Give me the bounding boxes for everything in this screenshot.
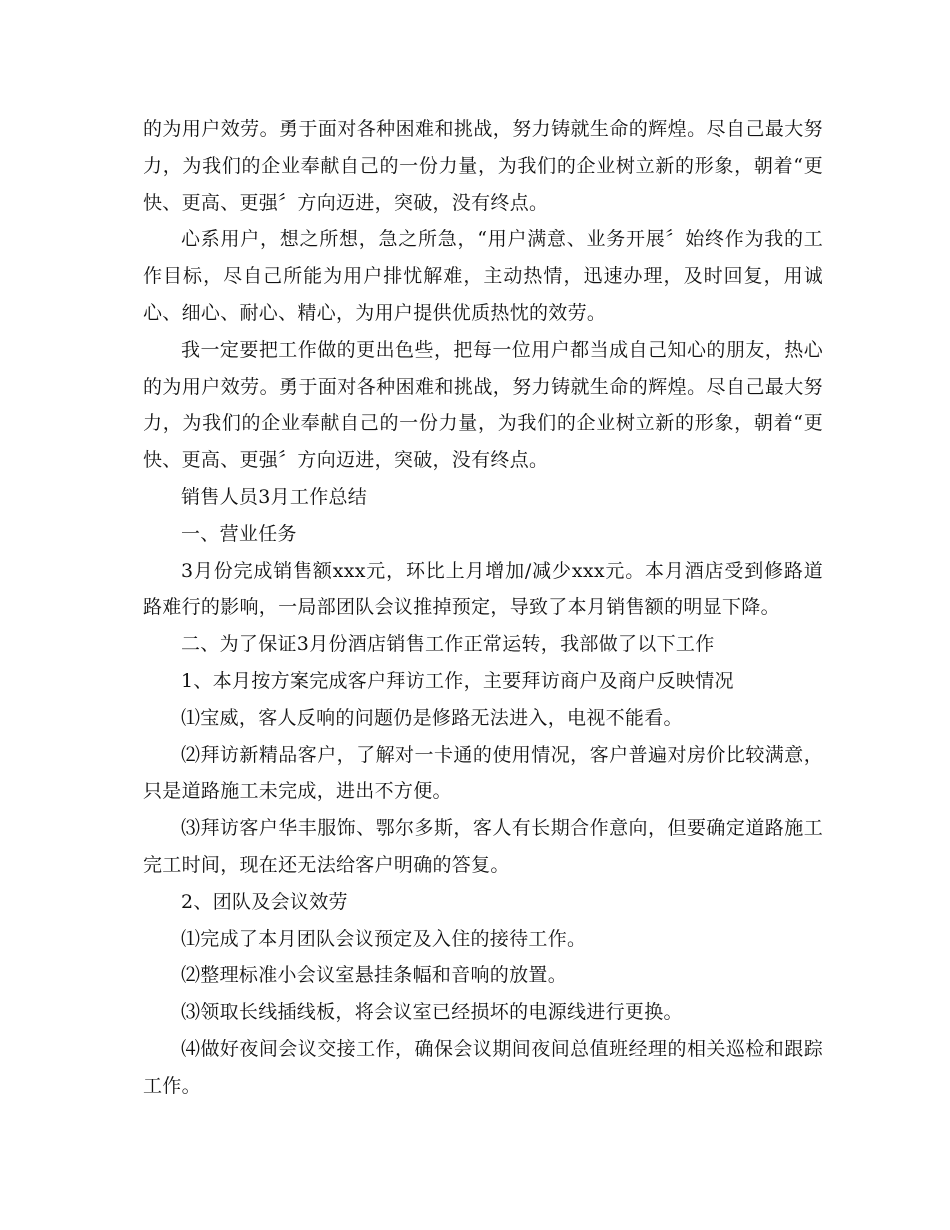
list-item-visit-3: ⑶拜访客户华丰服饰、鄂尔多斯，客人有长期合作意向，但要确定道路施工完工时间，现在还无法给客户明确的答复。 xyxy=(143,817,823,876)
section-title: 销售人员3月工作总结 xyxy=(181,485,368,508)
list-item-meeting-2: ⑵整理标准小会议室悬挂条幅和音响的放置。 xyxy=(181,964,568,987)
paragraph-user-service: 心系用户，想之所想，急之所急，“用户满意、业务开展〞始终作为我的工作目标，尽自己所能为用户排忧解难，主动热情，迅速办理，及时回复，用诚心、细心、耐心、精心，为用户提供优质热忱的效劳。 xyxy=(143,228,823,324)
document-body xyxy=(143,111,823,1105)
list-item-visit-2: ⑵拜访新精品客户，了解对一卡通的使用情况，客户普遍对房价比较满意，只是道路施工未完成，进出不方便。 xyxy=(143,743,823,803)
paragraph-commitment: 我一定要把工作做的更出色些，把每一位用户都当成自己知心的朋友，热心的为用户效劳。勇于面对各种困难和挑战，努力铸就生命的辉煌。尽自己最大努力，为我们的企业奉献自己的一份力量，为我们的企业树立新的形象，朝着“更快、更高、更强〞方向迈进，突破，没有终点。 xyxy=(143,338,823,472)
section-heading-work-done: 二、为了保证3月份酒店销售工作正常运转，我部做了以下工作 xyxy=(181,633,715,656)
subsection-heading-client-visits: 1、本月按方案完成客户拜访工作，主要拜访商户及商户反映情况 xyxy=(181,669,734,692)
list-item-visit-1: ⑴宝威，客人反响的问题仍是修路无法进入，电视不能看。 xyxy=(181,706,683,729)
list-item-meeting-1: ⑴完成了本月团队会议预定及入住的接待工作。 xyxy=(181,927,587,950)
list-item-meeting-4: ⑷做好夜间会议交接工作，确保会议期间夜间总值班经理的相关巡检和跟踪工作。 xyxy=(143,1037,823,1097)
paragraph-continuation: 的为用户效劳。勇于面对各种困难和挑战，努力铸就生命的辉煌。尽自己最大努力，为我们的企业奉献自己的一份力量，为我们的企业树立新的形象，朝着“更快、更高、更强〞方向迈进，突破，没有终点。 xyxy=(143,118,823,214)
section-heading-sales-task: 一、营业任务 xyxy=(181,522,297,545)
paragraph-sales-figures: 3月份完成销售额xxx元，环比上月增加/减少xxx元。本月酒店受到修路道路难行的影响，一局部团队会议推掉预定，导致了本月销售额的明显下降。 xyxy=(143,559,823,619)
list-item-meeting-3: ⑶领取长线插线板，将会议室已经损坏的电源线进行更换。 xyxy=(181,1001,683,1024)
subsection-heading-meeting-service: 2、团队及会议效劳 xyxy=(181,890,348,913)
